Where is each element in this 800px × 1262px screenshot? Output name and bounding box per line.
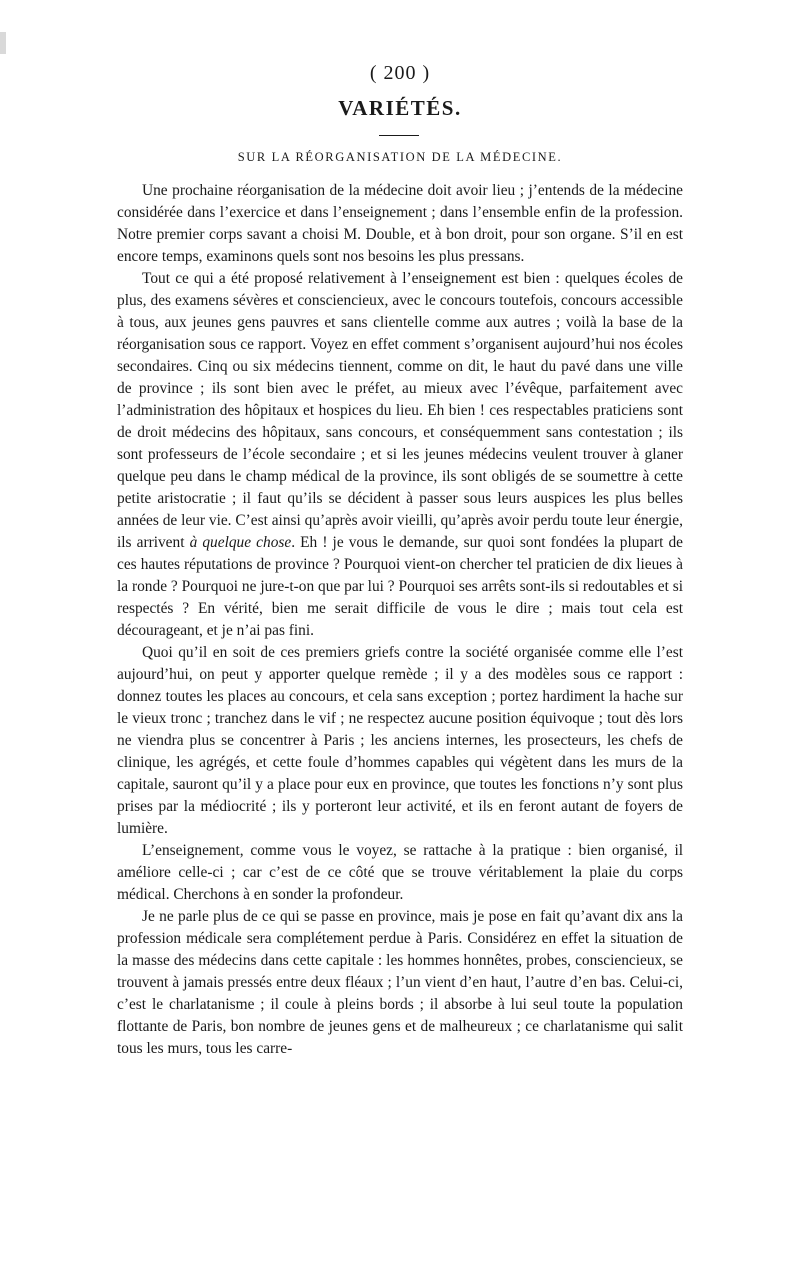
- title-divider: [379, 135, 419, 136]
- paragraph-2: [117, 268, 683, 642]
- article-body: [117, 180, 683, 1060]
- paragraph-4-text: L’enseignement, comme vous le voyez, se rattache à la pratique : bien organisé, il améliore celle-ci ; car c’est de ce côté que se trouve véritablement la plaie du corps médical. Cherchons à en sonder la profondeur.: [117, 842, 683, 903]
- paragraph-2-text-end: . Eh ! je vous le demande, sur quoi sont fondées la plupart de ces hautes réputations de province ? Pourquoi vient-on chercher tel praticien de dix lieues à la ronde ? Pourquoi ne jure-t-on que par lui ? Pourquoi ses arrêts sont-ils si redoutables et si respectés ? En vérité, bien me serait difficile de vous le dire ; mais tout cela est décourageant, et je n’ai pas fini.: [117, 534, 684, 639]
- paragraph-4: [117, 840, 683, 906]
- paragraph-5: [117, 906, 683, 1060]
- paragraph-2-text: Tout ce qui a été proposé relativement à l’enseignement est bien : quelques écoles de plus, des examens sévères et consciencieux, avec le concours toutefois, concours accessible à tous, aux jeunes gens pauvres et sans clientelle comme aux autres ; voilà la base de la réorganisation sous ce rapport. Voyez en effet comment s’organisent aujourd’hui nos écoles secondaires. Cinq ou six médecins tiennent, comme on dit, le haut du pavé dans une ville de province ; ils sont bien avec le préfet, au mieux avec l’évêque, parfaitement avec l’administration des hôpitaux et hospices du lieu. Eh bien ! ces respectables praticiens sont de droit médecins des hôpitaux, sans concours, et conséquemment sans contestation ; ils sont professeurs de l’école secondaire ; et si les jeunes médecins veulent trouver à glaner quelque peu dans le champ médical de la province, ils sont obligés de se soumettre à cette petite aristocratie ; il faut qu’ils se décident à passer sous leurs auspices les plus belles années de leur vie. C’est ainsi qu’après avoir vieilli, qu’après avoir perdu toute leur énergie, ils arrivent: [117, 270, 683, 551]
- scan-edge-mark: [0, 32, 6, 54]
- paragraph-1-text: Une prochaine réorganisation de la médecine doit avoir lieu ; j’entends de la médecine considérée dans l’exercice et dans l’enseignement ; dans l’ensemble enfin de la profession. Notre premier corps savant a choisi M. Double, et à bon droit, pour son organe. S’il en est encore temps, examinons quels sont nos besoins les plus pressans.: [117, 182, 683, 265]
- paragraph-1: [117, 180, 683, 268]
- article-heading: SUR LA RÉORGANISATION DE LA MÉDECINE.: [237, 150, 563, 164]
- section-title: VARIÉTÉS.: [338, 96, 462, 120]
- paragraph-3: [117, 642, 683, 840]
- paragraph-3-text: Quoi qu’il en soit de ces premiers griefs contre la société organisée comme elle l’est aujourd’hui, on peut y apporter quelque remède ; il y a des modèles sous ce rapport : donnez toutes les places au concours, et cela sans exception ; portez hardiment la hache sur le vieux tronc ; tranchez dans le vif ; ne respectez aucune position équivoque ; tout dès lors ne viendra plus se concentrer à Paris ; les anciens internes, les prosecteurs, les chefs de clinique, les agrégés, et cette foule d’hommes capables qui végètent dans les murs de la capitale, sauront qu’il y a place pour eux en province, que toutes les fonctions n’y sont plus prises par la médiocrité ; ils y porteront leur activité, et ils en feront autant de foyers de lumière.: [117, 644, 683, 837]
- paragraph-5-text: Je ne parle plus de ce qui se passe en province, mais je pose en fait qu’avant dix ans la profession médicale sera complétement perdue à Paris. Considérez en effet la situation de la masse des médecins dans cette capitale : les hommes honnêtes, probes, consciencieux, se trouvent à jamais pressés entre deux fléaux ; l’un vient d’en haut, l’autre d’en bas. Celui-ci, c’est le charlatanisme ; il coule à pleins bords ; il absorbe à lui seul toute la population flottante de Paris, bon nombre de jeunes gens et de malheureux ; ce charlatanisme qui salit tous les murs, tous les carre-: [117, 908, 683, 1057]
- page-number: ( 200 ): [369, 62, 431, 84]
- paragraph-2-emphasis: à quelque chose: [189, 534, 292, 551]
